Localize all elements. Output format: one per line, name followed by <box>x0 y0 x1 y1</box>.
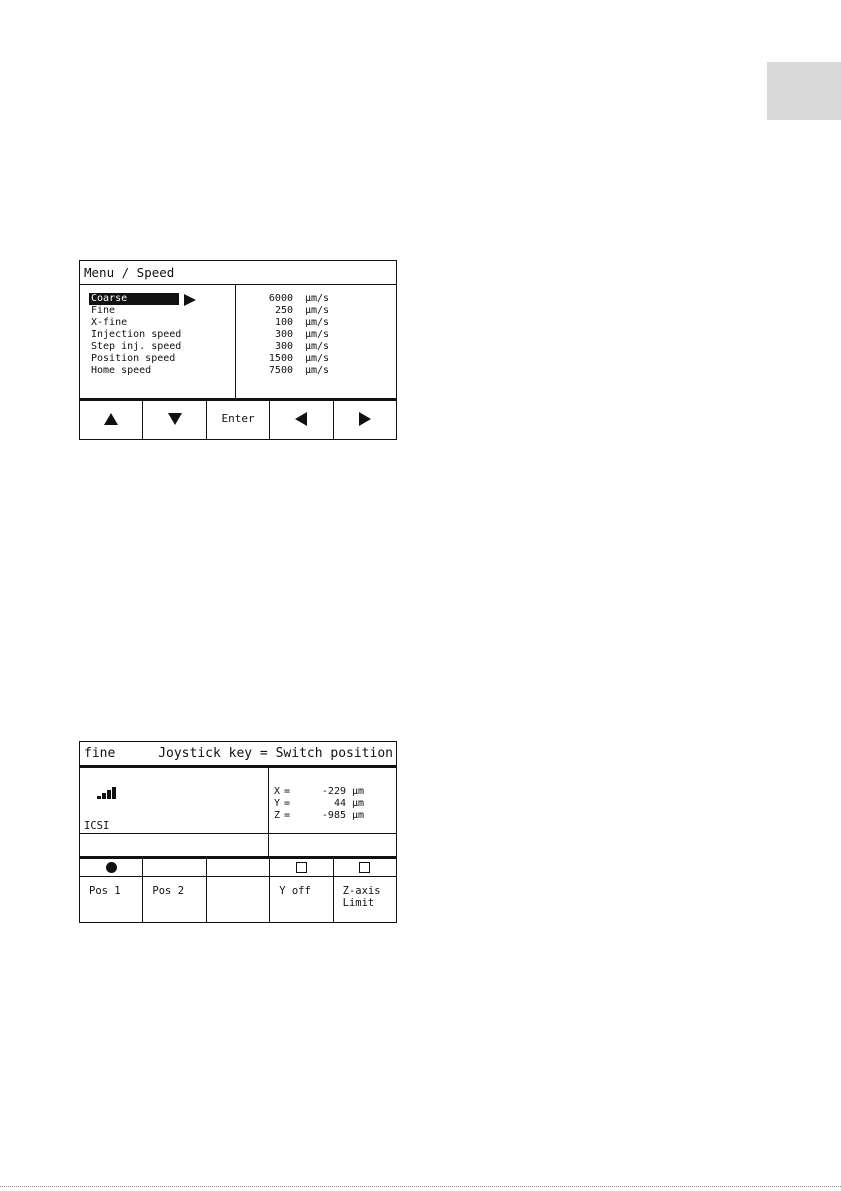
softkey-bar <box>80 398 396 440</box>
up-arrow-icon <box>104 413 118 425</box>
axis-unit: µm <box>352 786 365 797</box>
axis-value: -985 <box>321 810 346 821</box>
speed-value: 300 <box>274 329 293 340</box>
indicator-z-limit <box>334 859 396 876</box>
coordinate-readout <box>274 786 384 822</box>
menu-item-fine[interactable] <box>89 305 229 317</box>
left-arrow-icon <box>295 412 307 426</box>
speed-menu-screen <box>79 260 397 440</box>
menu-item-label: Injection speed <box>91 329 182 340</box>
axis-value: -229 <box>321 786 346 797</box>
message-row <box>80 834 396 859</box>
speed-value-row <box>243 317 353 329</box>
equals-sign: = <box>284 810 291 821</box>
axis-value: 44 <box>333 798 346 809</box>
menu-item-injection-speed[interactable] <box>89 329 229 341</box>
indicator-row <box>80 859 396 877</box>
equals-sign: = <box>284 786 291 797</box>
speed-level-bar <box>97 796 101 799</box>
axis-label: X <box>274 786 281 797</box>
speed-value: 250 <box>274 305 293 316</box>
speed-unit: µm/s <box>305 293 330 304</box>
screen-title: Menu / Speed <box>80 261 396 285</box>
status-panel <box>80 768 396 834</box>
up-button[interactable] <box>80 401 143 440</box>
axis-label: Y <box>274 798 281 809</box>
left-button[interactable] <box>270 401 333 440</box>
speed-value-row <box>243 305 353 317</box>
speed-unit: µm/s <box>305 353 330 364</box>
speed-unit: µm/s <box>305 305 330 316</box>
chapter-tab-marker <box>767 62 841 120</box>
column-divider <box>235 285 236 398</box>
checkbox-icon <box>359 862 370 873</box>
down-arrow-icon <box>168 413 182 425</box>
speed-value-row <box>243 293 353 305</box>
axis-unit: µm <box>352 810 365 821</box>
indicator-pos2 <box>143 859 206 876</box>
speed-value: 7500 <box>268 365 293 376</box>
speed-mode-label: fine <box>84 746 116 761</box>
empty-function-button[interactable] <box>207 877 270 923</box>
speed-unit: µm/s <box>305 329 330 340</box>
function-key-label: Pos 1 <box>89 885 121 897</box>
speed-value: 300 <box>274 341 293 352</box>
function-key-label-line2: Limit <box>342 897 375 909</box>
indicator-empty <box>207 859 270 876</box>
speed-level-bar <box>102 793 106 799</box>
menu-item-label: Step inj. speed <box>91 341 182 352</box>
menu-item-label: Position speed <box>91 353 176 364</box>
menu-item-label: X-fine <box>91 317 128 328</box>
status-bar <box>80 742 396 768</box>
speed-level-icon <box>97 785 121 799</box>
pos2-button[interactable] <box>143 877 206 923</box>
enter-label: Enter <box>221 411 255 425</box>
filled-circle-icon <box>106 862 117 873</box>
z-axis-limit-button[interactable] <box>334 877 396 923</box>
coordinate-row-y <box>274 798 384 810</box>
speed-unit: µm/s <box>305 317 330 328</box>
right-arrow-icon <box>359 412 371 426</box>
menu-item-x-fine[interactable] <box>89 317 229 329</box>
speed-value: 100 <box>274 317 293 328</box>
enter-button[interactable] <box>207 401 270 440</box>
checkbox-icon <box>296 862 307 873</box>
function-key-label: Y off <box>279 885 311 897</box>
speed-level-bar <box>107 790 111 799</box>
speed-value-row <box>243 329 353 341</box>
menu-item-label: Fine <box>91 305 116 316</box>
function-key-label-line1: Z-axis <box>342 885 381 897</box>
speed-value-row <box>243 353 353 365</box>
function-key-bar <box>80 877 396 923</box>
speed-unit: µm/s <box>305 341 330 352</box>
speed-value-row <box>243 341 353 353</box>
right-button[interactable] <box>334 401 396 440</box>
axis-unit: µm <box>352 798 365 809</box>
menu-item-label: Home speed <box>91 365 152 376</box>
equals-sign: = <box>284 798 291 809</box>
pos1-button[interactable] <box>80 877 143 923</box>
speed-value-row <box>243 365 353 377</box>
down-button[interactable] <box>143 401 206 440</box>
menu-item-coarse[interactable] <box>89 293 229 305</box>
speed-list-panel <box>80 285 396 398</box>
speed-value: 6000 <box>268 293 293 304</box>
speed-values <box>243 293 353 377</box>
menu-item-home-speed[interactable] <box>89 365 229 377</box>
speed-unit: µm/s <box>305 365 330 376</box>
indicator-y-off <box>270 859 333 876</box>
position-screen <box>79 741 397 923</box>
indicator-pos1 <box>80 859 143 876</box>
axis-label: Z <box>274 810 281 821</box>
menu-item-step-inj-speed[interactable] <box>89 341 229 353</box>
program-label: ICSI <box>84 820 110 832</box>
page-bottom-rule <box>0 1186 841 1187</box>
y-off-button[interactable] <box>270 877 333 923</box>
speed-value: 1500 <box>268 353 293 364</box>
coordinate-row-z <box>274 810 384 822</box>
function-key-label: Pos 2 <box>152 885 185 897</box>
coordinate-row-x <box>274 786 384 798</box>
speed-level-bar <box>112 787 116 799</box>
menu-item-position-speed[interactable] <box>89 353 229 365</box>
joystick-hint: Joystick key = Switch position <box>158 746 393 761</box>
menu-item-label: Coarse <box>89 293 179 305</box>
speed-labels <box>89 293 229 377</box>
